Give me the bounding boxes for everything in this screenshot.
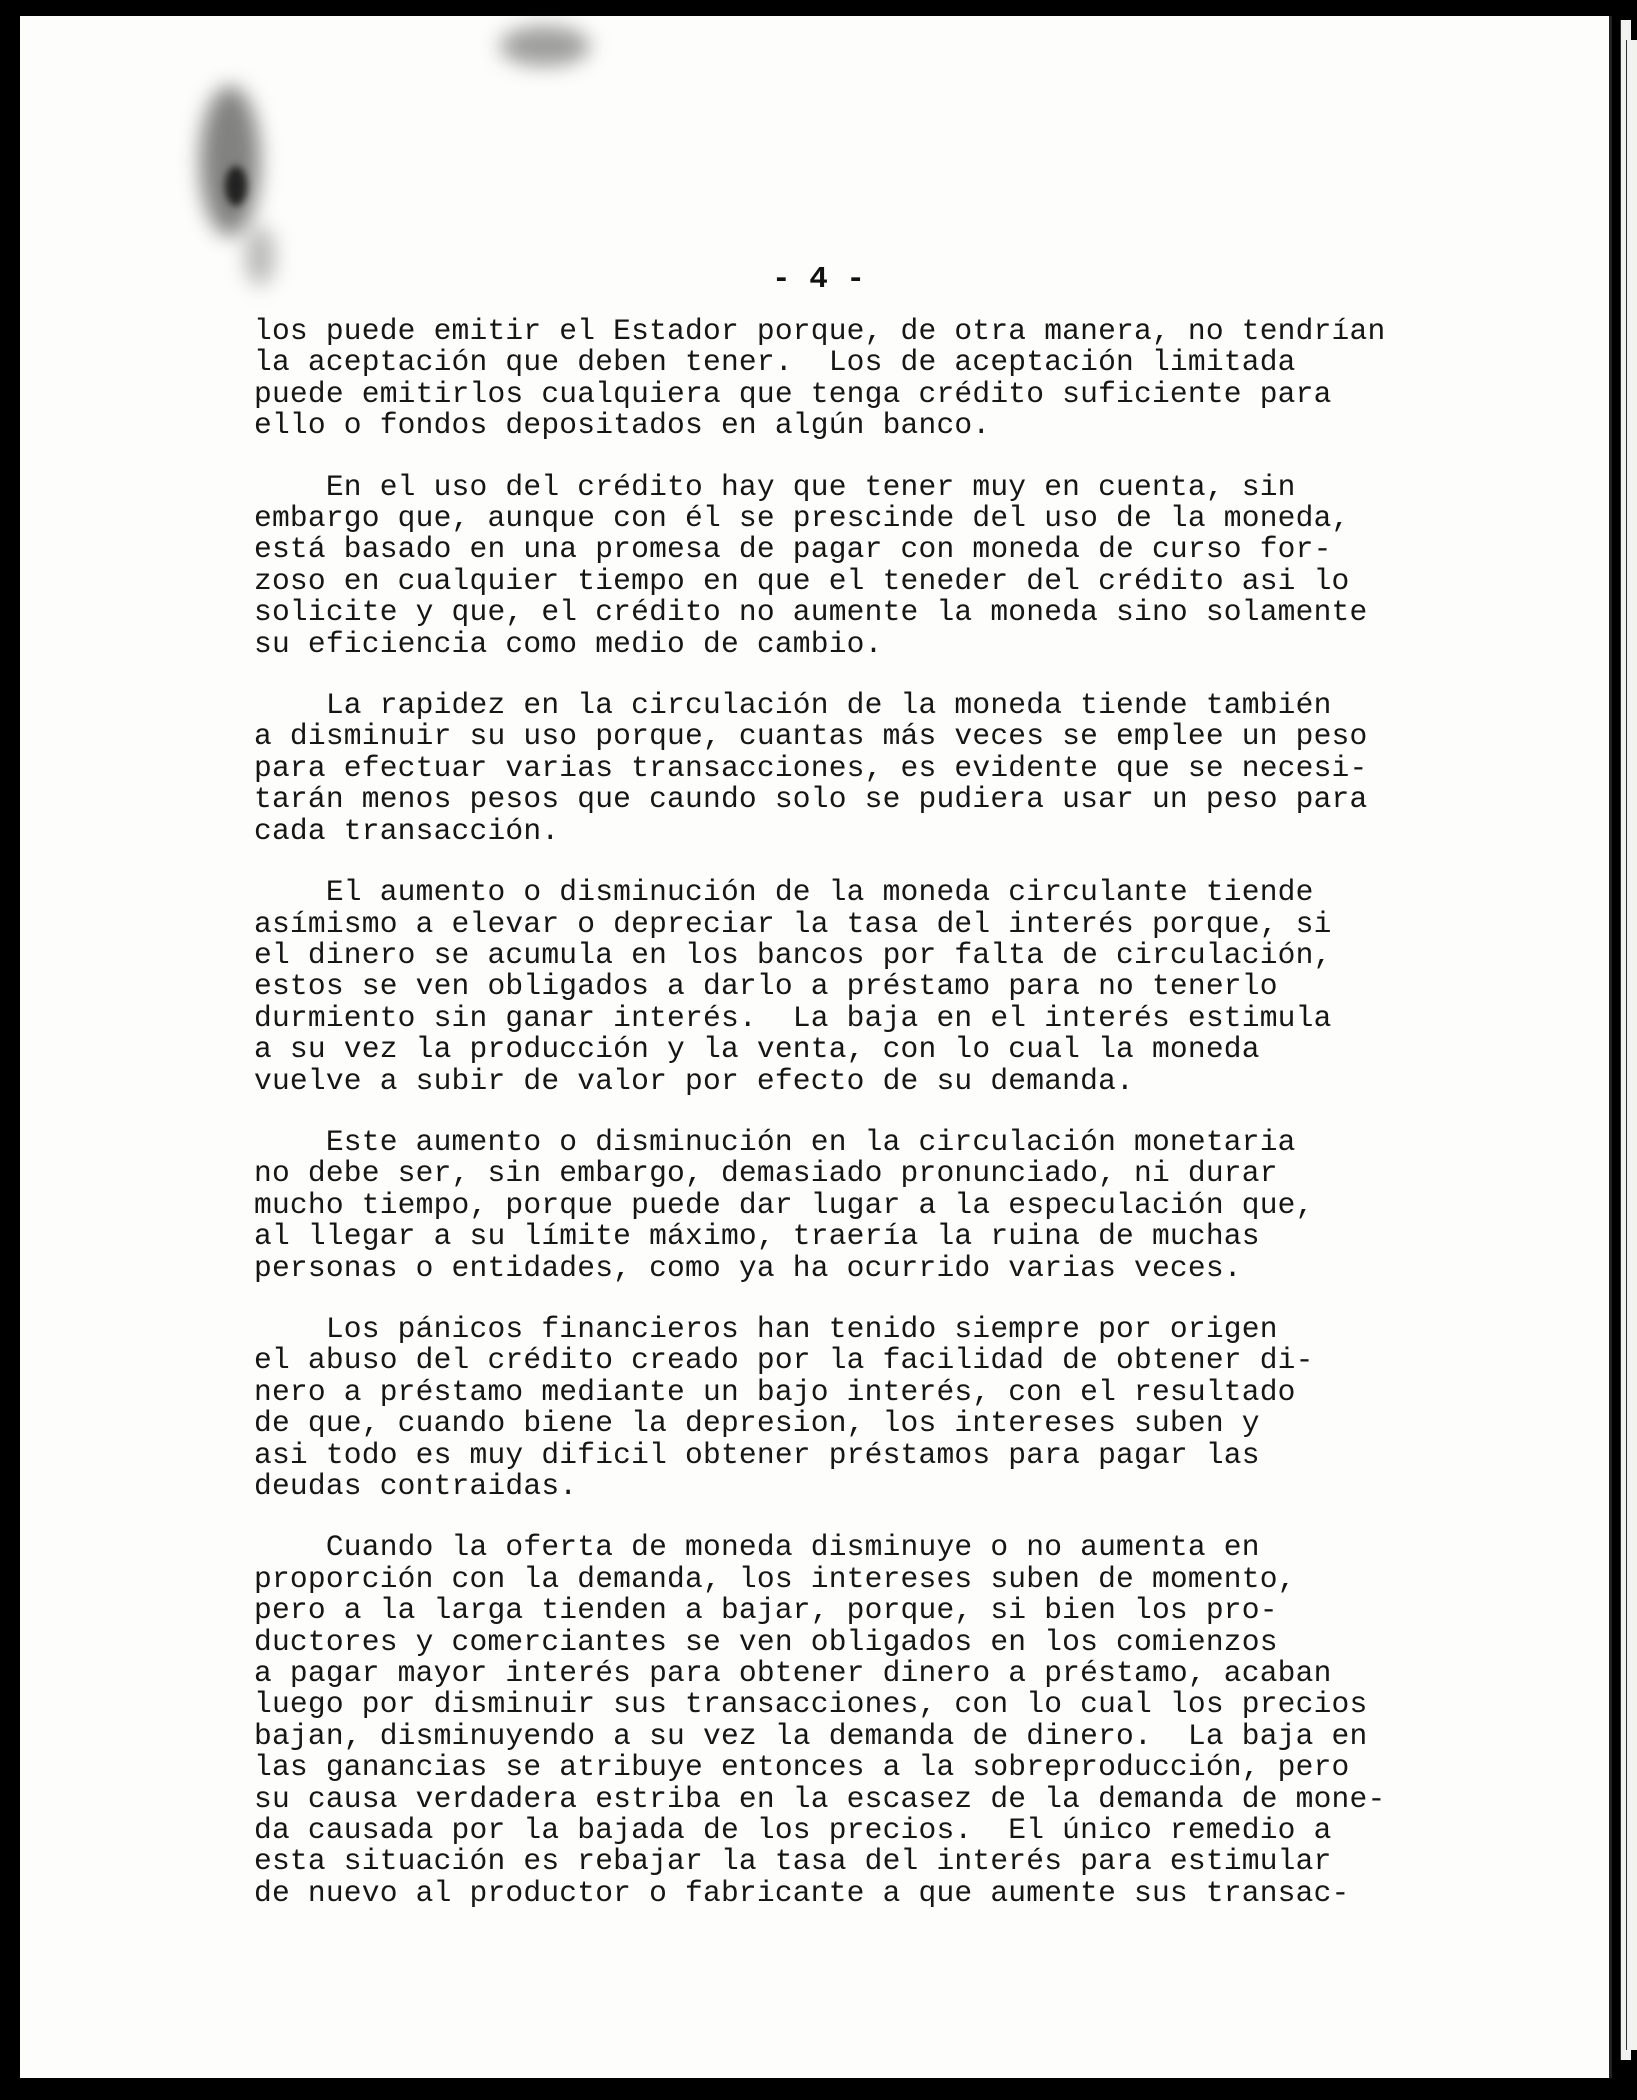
text-line: bajan, disminuyendo a su vez la demanda de dinero. La baja en [254, 1718, 1368, 1753]
text-line: cada transacción. [254, 813, 560, 848]
text-line: durmiento sin ganar interés. La baja en el interés estimula [254, 1000, 1332, 1035]
text-line: al llegar a su límite máximo, traería la ruina de muchas [254, 1219, 1260, 1254]
text-line: el abuso del crédito creado por la facilidad de obtener di- [254, 1343, 1314, 1378]
text-line: solicite y que, el crédito no aumente la moneda sino solamente [254, 595, 1368, 630]
text-line: a disminuir su uso porque, cuantas más veces se emplee un peso [254, 719, 1368, 754]
text-line: de nuevo al productor o fabricante a que aumente sus transac- [254, 1875, 1350, 1910]
text-line: ello o fondos depositados en algún banco. [254, 408, 991, 443]
text-line: deudas contraidas. [254, 1469, 578, 1503]
paragraph [254, 1311, 1454, 1503]
text-line: El aumento o disminución de la moneda circulante tiende [254, 875, 1314, 910]
text-line: estos se ven obligados a darlo a préstamo para no tenerlo [254, 969, 1278, 1004]
text-line: mucho tiempo, porque puede dar lugar a la especulación que, [254, 1187, 1314, 1222]
text-line: a pagar mayor interés para obtener dinero a préstamo, acaban [254, 1656, 1332, 1691]
text-line: asi todo es muy dificil obtener préstamos para pagar las [254, 1437, 1260, 1472]
text-line: personas o entidades, como ya ha ocurrido varias veces. [254, 1250, 1242, 1285]
text-line: nero a préstamo mediante un bajo interés, con el resultado [254, 1374, 1296, 1409]
paragraph [254, 316, 1454, 442]
paragraph [254, 1532, 1454, 1909]
text-line: luego por disminuir sus transacciones, con lo cual los precios [254, 1687, 1368, 1722]
paragraph [254, 877, 1454, 1097]
text-line: la aceptación que deben tener. Los de aceptación limitada [254, 345, 1296, 380]
text-line: Los pánicos financieros han tenido siempre por origen [254, 1311, 1278, 1346]
ink-smudge [500, 26, 590, 66]
text-line: vuelve a subir de valor por efecto de su demanda. [254, 1063, 1134, 1098]
text-line: los puede emitir el Estador porque, de otra manera, no tendrían [254, 314, 1386, 348]
text-line: ductores y comerciantes se ven obligados en los comienzos [254, 1624, 1278, 1659]
text-line: embargo que, aunque con él se prescinde del uso de la moneda, [254, 501, 1350, 536]
text-line: el dinero se acumula en los bancos por falta de circulación, [254, 937, 1332, 972]
text-line: pero a la larga tienden a bajar, porque, si bien los pro- [254, 1593, 1278, 1628]
text-line: las ganancias se atribuye entonces a la sobreproducción, pero [254, 1750, 1350, 1785]
text-line: asímismo a elevar o depreciar la tasa del interés porque, si [254, 906, 1332, 941]
text-line: Cuando la oferta de moneda disminuye o no aumenta en [254, 1530, 1260, 1565]
text-line: proporción con la demanda, los intereses suben de momento, [254, 1561, 1296, 1596]
text-line: Este aumento o disminución en la circulación monetaria [254, 1124, 1296, 1159]
page-number: - 4 - [771, 262, 865, 297]
text-line: tarán menos pesos que caundo solo se pudiera usar un peso para [254, 782, 1368, 817]
paragraph [254, 1124, 1454, 1285]
text-line: En el uso del crédito hay que tener muy en cuenta, sin [254, 469, 1296, 504]
ink-smudge [225, 166, 247, 206]
text-line: para efectuar varias transacciones, es evidente que se necesi- [254, 750, 1368, 785]
ink-smudge [200, 86, 260, 236]
text-line: de que, cuando biene la depresion, los intereses suben y [254, 1406, 1260, 1441]
text-line: no debe ser, sin embargo, demasiado pronunciado, ni durar [254, 1156, 1278, 1191]
text-line: zoso en cualquier tiempo en que el teneder del crédito asi lo [254, 563, 1350, 598]
text-line: da causada por la bajada de los precios. El único remedio a [254, 1813, 1332, 1848]
text-line: La rapidez en la circulación de la moneda tiende también [254, 688, 1332, 723]
text-line: a su vez la producción y la venta, con lo cual la moneda [254, 1032, 1260, 1067]
document-body [254, 316, 1454, 1939]
text-line: esta situación es rebajar la tasa del interés para estimular [254, 1844, 1332, 1879]
text-line: su causa verdadera estriba en la escasez de la demanda de mone- [254, 1781, 1386, 1816]
page-edge [1626, 40, 1637, 2050]
paragraph [254, 469, 1454, 661]
text-line: su eficiencia como medio de cambio. [254, 626, 883, 661]
text-line: está basado en una promesa de pagar con moneda de curso for- [254, 532, 1332, 567]
paragraph [254, 690, 1454, 847]
text-line: puede emitirlos cualquiera que tenga crédito suficiente para [254, 376, 1332, 411]
